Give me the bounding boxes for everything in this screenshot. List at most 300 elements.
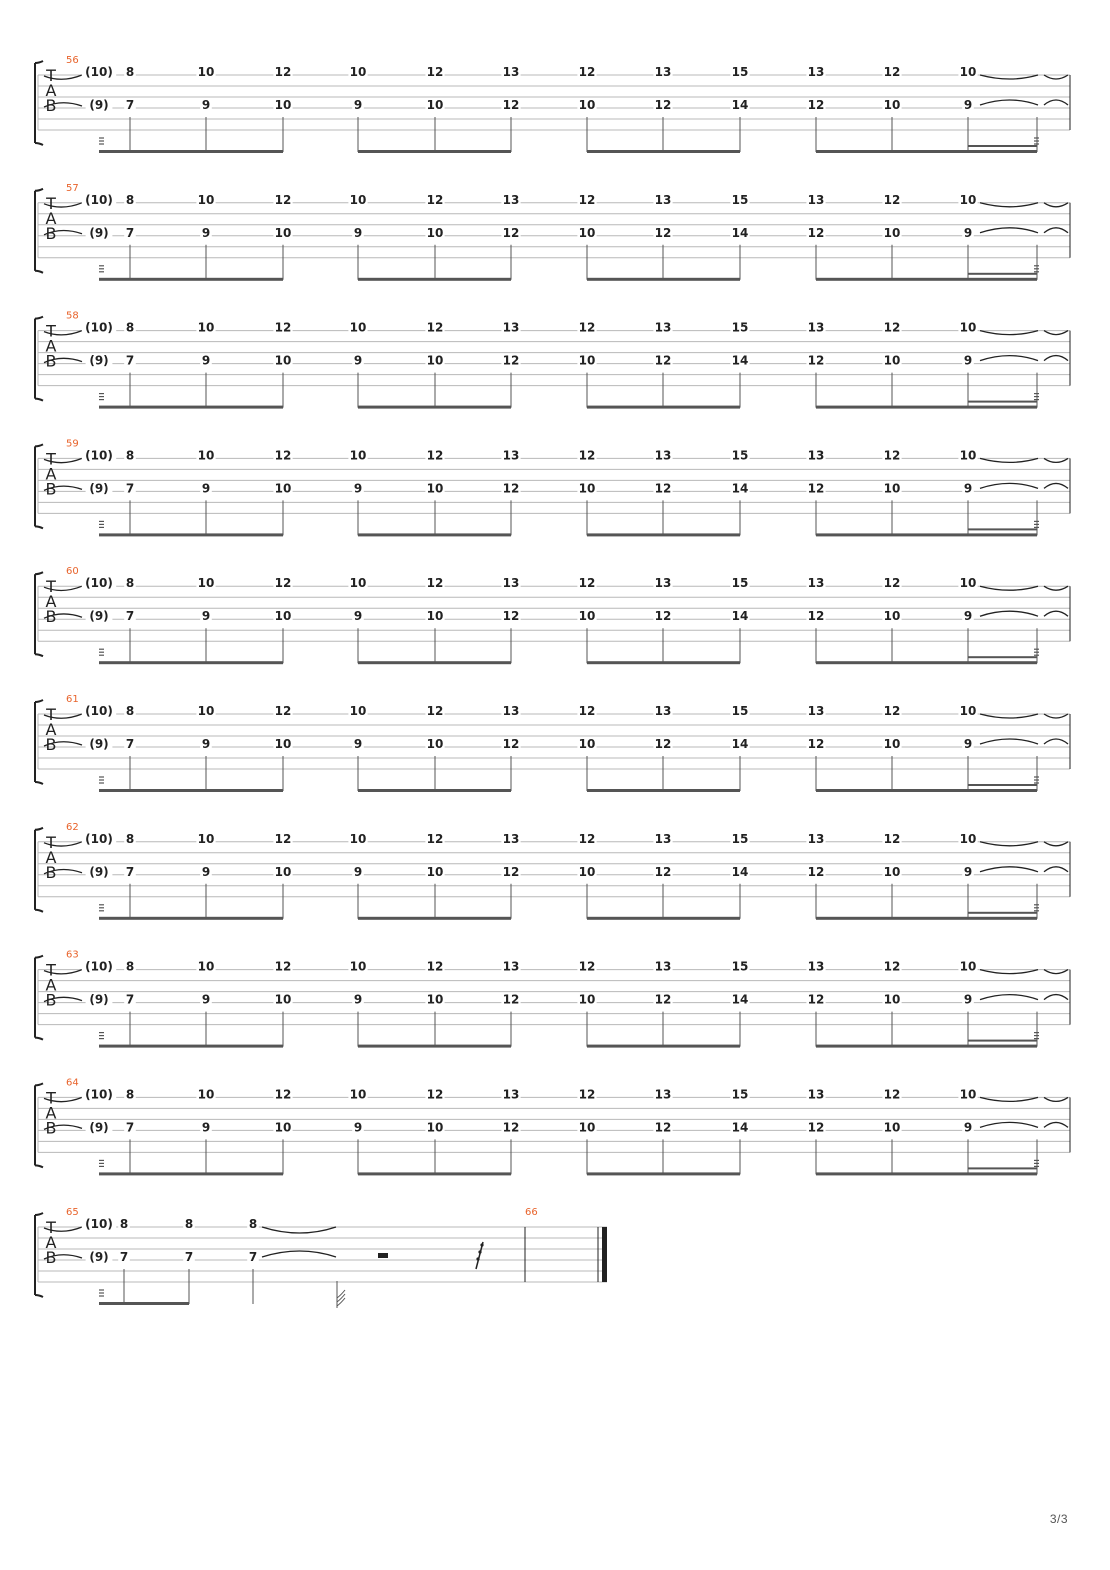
fret-number-string-1: (10) <box>85 192 113 207</box>
tab-clef-letter: A <box>45 1103 57 1123</box>
fret-number-string-1: 10 <box>349 448 367 463</box>
system-bracket-hooks <box>35 956 43 1040</box>
fret-number-string-2: 10 <box>578 737 596 751</box>
system-bracket-hooks <box>35 828 43 912</box>
fret-number-string-2: 7 <box>125 609 135 624</box>
fret-number-string-1: 12 <box>578 320 596 335</box>
fret-number-string-1: (10) <box>85 1217 113 1231</box>
beam <box>816 789 1037 792</box>
beam <box>816 917 1037 920</box>
beam <box>587 661 740 664</box>
beam <box>99 278 283 281</box>
fret-number-string-2: 10 <box>274 98 292 112</box>
fret-number-string-1: 10 <box>349 831 367 846</box>
tab-system <box>35 183 1070 281</box>
fret-number-string-2: 12 <box>502 992 520 1007</box>
fret-number-string-2: 9 <box>353 353 363 368</box>
fret-number-string-2: 9 <box>201 992 211 1007</box>
fret-number-string-2: 12 <box>654 225 672 240</box>
page-number: 3/3 <box>1049 1512 1068 1526</box>
fret-number-string-1: 13 <box>807 959 825 974</box>
fret-number-string-1: 10 <box>959 831 977 846</box>
fret-number-string-2: 9 <box>963 992 973 1007</box>
fret-number-string-1: 10 <box>349 65 367 79</box>
fret-number-string-2: 7 <box>248 1250 258 1264</box>
fret-number-string-2: 10 <box>426 737 444 751</box>
tie-arc <box>1044 228 1068 233</box>
tab-clef-letter: T <box>46 449 56 469</box>
tab-clef-letter: A <box>45 720 57 739</box>
fret-number-string-2: 9 <box>963 864 973 879</box>
fret-number-string-1: 12 <box>274 831 292 846</box>
tie-arc <box>980 458 1038 462</box>
beam <box>99 1302 189 1305</box>
tie-arc <box>1044 970 1068 974</box>
fret-number-string-2: 14 <box>731 609 749 624</box>
fret-number-string-2: 12 <box>654 864 672 879</box>
fret-number-string-1: 13 <box>502 959 520 974</box>
fret-number-string-2: (9) <box>89 1120 109 1135</box>
fret-number-string-1: 12 <box>426 448 444 463</box>
fret-number-string-2: 12 <box>502 353 520 368</box>
fret-number-string-2: 9 <box>201 353 211 368</box>
fret-number-string-2: 12 <box>502 864 520 879</box>
fret-number-string-2: 10 <box>883 98 901 112</box>
fret-number-string-2: 12 <box>502 737 520 751</box>
fret-number-string-2: 7 <box>125 737 135 751</box>
beam <box>99 533 283 536</box>
fret-number-string-2: 10 <box>578 864 596 879</box>
measure-number: 58 <box>66 310 79 322</box>
tie-arc <box>980 483 1038 488</box>
beam <box>816 278 1037 281</box>
fret-number-string-1: 13 <box>502 576 520 591</box>
fret-number-string-2: 7 <box>125 353 135 368</box>
fret-number-string-2: 7 <box>125 481 135 496</box>
tie-arc <box>1044 739 1068 744</box>
fret-number-string-2: 10 <box>578 992 596 1007</box>
beam-secondary <box>968 912 1037 914</box>
fret-number-string-1: 10 <box>349 959 367 974</box>
fret-number-string-2: 14 <box>731 992 749 1007</box>
fret-number-string-2: 12 <box>502 609 520 624</box>
fret-number-string-1: 10 <box>349 192 367 207</box>
measure-number: 66 <box>525 1207 538 1218</box>
beam <box>358 278 511 281</box>
tab-clef-letter: T <box>46 705 56 724</box>
tie-arc <box>980 842 1038 846</box>
system-bracket-hooks <box>35 1213 43 1297</box>
fret-number-string-1: 13 <box>807 1087 825 1102</box>
rest-dot <box>480 1243 483 1246</box>
fret-number-string-2: (9) <box>89 609 109 624</box>
fret-number-string-1: 12 <box>883 704 901 718</box>
fret-number-string-2: 10 <box>883 225 901 240</box>
fret-number-string-2: 9 <box>353 737 363 751</box>
tie-arc <box>1044 714 1068 718</box>
tab-clef-letter: B <box>45 479 57 499</box>
beam-secondary <box>968 784 1037 786</box>
beam <box>358 789 511 792</box>
fret-number-string-2: 10 <box>274 1120 292 1135</box>
tie-arc <box>980 75 1038 79</box>
fret-number-string-1: 13 <box>502 192 520 207</box>
fret-number-string-2: 9 <box>353 992 363 1007</box>
fret-number-string-2: 12 <box>807 992 825 1007</box>
fret-number-string-1: 10 <box>959 192 977 207</box>
fret-number-string-2: 10 <box>883 992 901 1007</box>
fret-number-string-2: 12 <box>502 98 520 112</box>
fret-number-string-1: 8 <box>125 1087 135 1102</box>
beam <box>99 917 283 920</box>
fret-number-string-1: 8 <box>125 320 135 335</box>
fret-number-string-1: 15 <box>731 831 749 846</box>
fret-number-string-2: 10 <box>426 609 444 624</box>
tab-clef-letter: A <box>45 1233 57 1252</box>
measure-number: 64 <box>66 1077 79 1089</box>
fret-number-string-1: 13 <box>654 192 672 207</box>
tie-arc <box>262 1251 336 1257</box>
fret-number-string-1: 10 <box>959 448 977 463</box>
fret-number-string-1: 12 <box>274 576 292 591</box>
tab-clef-letter: T <box>46 1088 56 1108</box>
beam-secondary <box>968 656 1037 658</box>
measure-number: 62 <box>66 821 79 833</box>
fret-number-string-2: 10 <box>578 481 596 496</box>
beam-secondary <box>968 401 1037 403</box>
tie-arc <box>980 1097 1038 1101</box>
beam <box>99 1045 283 1048</box>
beam <box>816 533 1037 536</box>
fret-number-string-2: (9) <box>89 225 109 240</box>
fret-number-string-1: 12 <box>578 1087 596 1102</box>
fret-number-string-2: 9 <box>201 737 211 751</box>
fret-number-string-2: 12 <box>654 481 672 496</box>
fret-number-string-1: 10 <box>959 704 977 718</box>
fret-number-string-2: 14 <box>731 1120 749 1135</box>
fret-number-string-1: 12 <box>883 320 901 335</box>
fret-number-string-2: 14 <box>731 481 749 496</box>
tab-clef-letter: A <box>45 847 57 867</box>
tie-arc <box>980 586 1038 590</box>
fret-number-string-1: 13 <box>654 320 672 335</box>
beam <box>816 1172 1037 1175</box>
fret-number-string-1: 12 <box>578 831 596 846</box>
fret-number-string-1: 12 <box>274 1087 292 1102</box>
half-rest <box>378 1253 388 1258</box>
tab-system <box>35 694 1070 792</box>
tab-clef-letter: T <box>46 832 56 852</box>
fret-number-string-1: 12 <box>274 448 292 463</box>
fret-number-string-2: 10 <box>274 992 292 1007</box>
tie-arc <box>1044 995 1068 1000</box>
beam <box>99 789 283 792</box>
beam <box>816 406 1037 409</box>
fret-number-string-2: 10 <box>883 609 901 624</box>
tab-clef-letter: T <box>46 1218 56 1237</box>
tab-clef-letter: T <box>46 577 56 597</box>
fret-number-string-1: 10 <box>197 192 215 207</box>
beam <box>99 406 283 409</box>
fret-number-string-1: 13 <box>807 576 825 591</box>
fret-number-string-1: 10 <box>959 576 977 591</box>
fret-number-string-2: 12 <box>807 98 825 112</box>
fret-number-string-2: 10 <box>274 864 292 879</box>
fret-number-string-1: 10 <box>197 704 215 718</box>
fret-number-string-2: 10 <box>426 1120 444 1135</box>
fret-number-string-2: 7 <box>119 1250 129 1264</box>
tab-clef-letter: B <box>45 1248 57 1267</box>
tie-arc <box>980 739 1038 744</box>
tie-arc <box>980 970 1038 974</box>
fret-number-string-2: 9 <box>353 1120 363 1135</box>
fret-number-string-2: 12 <box>807 609 825 624</box>
fret-number-string-1: 13 <box>654 65 672 79</box>
fret-number-string-1: 12 <box>883 192 901 207</box>
fret-number-string-2: 7 <box>125 98 135 112</box>
fret-number-string-1: 15 <box>731 192 749 207</box>
fret-number-string-1: 12 <box>883 831 901 846</box>
beam-secondary <box>968 1167 1037 1169</box>
measure-number: 60 <box>66 566 79 578</box>
beam <box>358 406 511 409</box>
measure-number: 65 <box>66 1207 79 1218</box>
fret-number-string-1: 10 <box>349 576 367 591</box>
tie-arc <box>980 228 1038 233</box>
fret-number-string-1: 13 <box>807 192 825 207</box>
fret-number-string-2: 9 <box>201 98 211 112</box>
measure-number: 56 <box>66 55 79 66</box>
fret-number-string-1: 13 <box>654 1087 672 1102</box>
tab-system <box>35 1077 1070 1175</box>
tie-arc <box>980 611 1038 616</box>
fret-number-string-2: 7 <box>184 1250 194 1264</box>
tab-clef-letter: B <box>45 223 57 243</box>
fret-number-string-1: 10 <box>349 704 367 718</box>
fret-number-string-1: 12 <box>883 576 901 591</box>
tie-arc <box>980 1122 1038 1127</box>
fret-number-string-2: 10 <box>883 737 901 751</box>
fret-number-string-1: 8 <box>125 576 135 591</box>
beam <box>587 789 740 792</box>
fret-number-string-1: 10 <box>959 320 977 335</box>
fret-number-string-1: 15 <box>731 448 749 463</box>
tie-arc <box>980 100 1038 105</box>
tab-system <box>35 55 1070 153</box>
tie-arc <box>980 714 1038 718</box>
tab-clef-letter: B <box>45 990 57 1010</box>
fret-number-string-1: 15 <box>731 704 749 718</box>
fret-number-string-1: 12 <box>426 65 444 79</box>
fret-number-string-2: 9 <box>963 98 973 112</box>
tie-arc <box>1044 842 1068 846</box>
fret-number-string-2: 9 <box>963 353 973 368</box>
fret-number-string-1: 13 <box>502 1087 520 1102</box>
beam <box>587 406 740 409</box>
fret-number-string-2: 9 <box>201 864 211 879</box>
note-flag <box>337 1290 345 1298</box>
fret-number-string-2: 9 <box>353 98 363 112</box>
fret-number-string-1: 10 <box>197 1087 215 1102</box>
fret-number-string-2: 12 <box>807 353 825 368</box>
tie-arc <box>1044 867 1068 872</box>
tab-system <box>35 311 1070 409</box>
measure-number: 61 <box>66 694 79 705</box>
beam <box>587 917 740 920</box>
fret-number-string-1: 12 <box>883 1087 901 1102</box>
fret-number-string-1: 12 <box>578 704 596 718</box>
beam <box>358 1172 511 1175</box>
fret-number-string-1: 13 <box>807 831 825 846</box>
fret-number-string-2: 12 <box>807 481 825 496</box>
fret-number-string-2: 12 <box>654 1120 672 1135</box>
fret-number-string-1: 12 <box>426 831 444 846</box>
tab-clef-letter: A <box>45 208 57 228</box>
tab-system-final <box>35 1207 607 1308</box>
fret-number-string-1: 10 <box>197 65 215 79</box>
fret-number-string-1: 13 <box>502 448 520 463</box>
rest-dot <box>478 1250 481 1253</box>
fret-number-string-2: 9 <box>353 225 363 240</box>
fret-number-string-2: (9) <box>89 98 109 112</box>
fret-number-string-2: 9 <box>201 609 211 624</box>
fret-number-string-2: (9) <box>89 737 109 751</box>
beam <box>99 150 283 153</box>
tie-arc <box>1044 100 1068 105</box>
fret-number-string-1: 13 <box>502 65 520 79</box>
fret-number-string-1: (10) <box>85 65 113 79</box>
fret-number-string-2: 10 <box>426 992 444 1007</box>
fret-number-string-2: (9) <box>89 481 109 496</box>
tie-arc <box>1044 331 1068 335</box>
fret-number-string-1: 12 <box>578 959 596 974</box>
fret-number-string-2: 10 <box>274 609 292 624</box>
tab-clef-letter: B <box>45 735 57 754</box>
fret-number-string-2: 10 <box>426 98 444 112</box>
fret-number-string-2: 7 <box>125 225 135 240</box>
tab-system <box>35 438 1070 536</box>
system-bracket-hooks <box>35 572 43 656</box>
fret-number-string-1: 12 <box>578 448 596 463</box>
beam <box>816 150 1037 153</box>
fret-number-string-2: 10 <box>883 353 901 368</box>
fret-number-string-1: (10) <box>85 1087 113 1102</box>
fret-number-string-1: 8 <box>125 448 135 463</box>
fret-number-string-2: 10 <box>578 1120 596 1135</box>
fret-number-string-2: 10 <box>426 864 444 879</box>
tab-clef-letter: B <box>45 1118 57 1138</box>
fret-number-string-2: 12 <box>807 1120 825 1135</box>
system-bracket-hooks <box>35 444 43 528</box>
tie-arc <box>980 331 1038 335</box>
fret-number-string-1: (10) <box>85 831 113 846</box>
fret-number-string-2: 7 <box>125 1120 135 1135</box>
fret-number-string-1: (10) <box>85 320 113 335</box>
beam-secondary <box>968 1040 1037 1042</box>
fret-number-string-1: 13 <box>502 831 520 846</box>
fret-number-string-1: 12 <box>274 65 292 79</box>
tie-arc <box>262 1227 336 1233</box>
tab-clef-letter: B <box>45 351 57 371</box>
fret-number-string-1: 12 <box>426 1087 444 1102</box>
fret-number-string-2: 10 <box>274 737 292 751</box>
beam <box>358 917 511 920</box>
fret-number-string-2: 14 <box>731 98 749 112</box>
fret-number-string-1: 12 <box>578 576 596 591</box>
tie-arc <box>1044 483 1068 488</box>
fret-number-string-2: 14 <box>731 737 749 751</box>
fret-number-string-1: 12 <box>426 576 444 591</box>
fret-number-string-1: 12 <box>274 959 292 974</box>
fret-number-string-1: 12 <box>578 192 596 207</box>
measure-number: 57 <box>66 182 79 194</box>
beam <box>358 661 511 664</box>
tie-arc <box>1044 586 1068 590</box>
fret-number-string-2: 14 <box>731 353 749 368</box>
fret-number-string-1: 12 <box>274 704 292 718</box>
tie-arc <box>980 203 1038 207</box>
fret-number-string-1: 13 <box>654 576 672 591</box>
fret-number-string-2: 10 <box>578 609 596 624</box>
fret-number-string-2: 12 <box>502 1120 520 1135</box>
tie-arc <box>980 995 1038 1000</box>
tab-clef-letter: B <box>45 607 57 627</box>
fret-number-string-2: 9 <box>353 609 363 624</box>
tab-system <box>35 822 1070 920</box>
fret-number-string-1: 13 <box>654 448 672 463</box>
fret-number-string-1: 10 <box>197 831 215 846</box>
beam <box>587 533 740 536</box>
fret-number-string-2: 10 <box>274 481 292 496</box>
rest-dot <box>476 1257 479 1260</box>
beam <box>587 1172 740 1175</box>
final-barline-thick <box>602 1227 607 1282</box>
fret-number-string-1: (10) <box>85 959 113 974</box>
fret-number-string-2: 9 <box>201 481 211 496</box>
fret-number-string-1: 13 <box>654 704 672 718</box>
fret-number-string-2: 10 <box>883 864 901 879</box>
fret-number-string-1: 8 <box>125 831 135 846</box>
fret-number-string-2: 10 <box>883 481 901 496</box>
fret-number-string-2: 9 <box>201 225 211 240</box>
fret-number-string-2: 10 <box>426 353 444 368</box>
fret-number-string-2: 9 <box>963 737 973 751</box>
fret-number-string-1: 13 <box>654 831 672 846</box>
tab-clef-letter: B <box>45 96 57 115</box>
fret-number-string-1: 13 <box>807 448 825 463</box>
fret-number-string-1: 10 <box>959 65 977 79</box>
tie-arc <box>1044 1122 1068 1127</box>
fret-number-string-2: (9) <box>89 353 109 368</box>
fret-number-string-2: 10 <box>578 353 596 368</box>
fret-number-string-2: 10 <box>274 353 292 368</box>
fret-number-string-1: 12 <box>426 192 444 207</box>
tab-clef-letter: A <box>45 464 57 484</box>
tie-arc <box>1044 203 1068 207</box>
fret-number-string-1: 15 <box>731 1087 749 1102</box>
beam <box>99 1172 283 1175</box>
fret-number-string-2: 12 <box>654 609 672 624</box>
fret-number-string-1: 8 <box>119 1217 129 1231</box>
fret-number-string-1: 10 <box>197 576 215 591</box>
beam <box>587 150 740 153</box>
fret-number-string-2: 12 <box>654 992 672 1007</box>
fret-number-string-1: (10) <box>85 448 113 463</box>
fret-number-string-2: 9 <box>353 481 363 496</box>
system-bracket-hooks <box>35 1083 43 1167</box>
tab-clef-letter: T <box>46 960 56 980</box>
fret-number-string-1: 10 <box>349 320 367 335</box>
